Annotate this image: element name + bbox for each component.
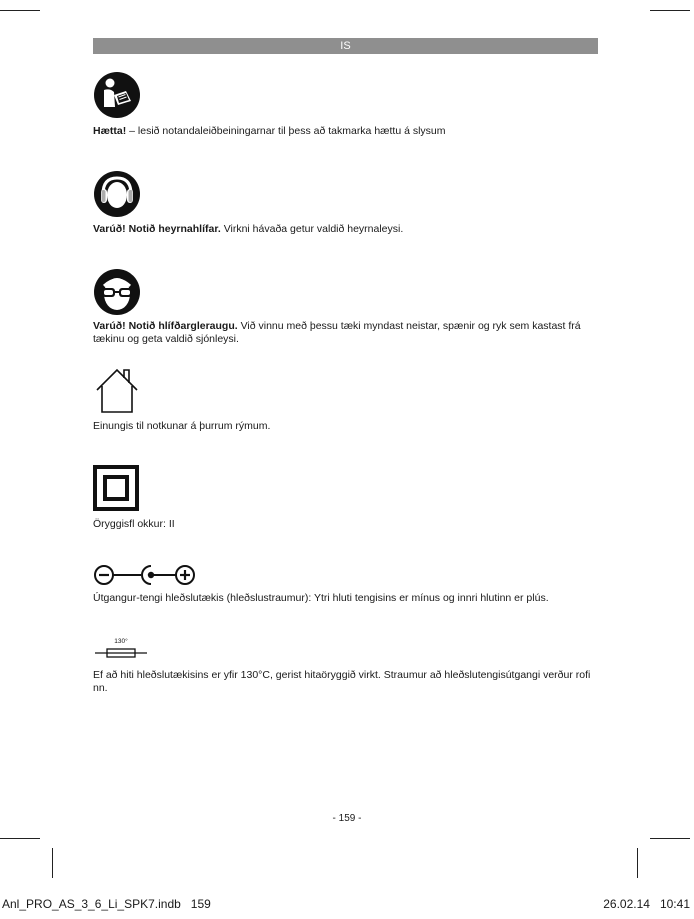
crop-mark-left-vertical xyxy=(52,848,53,878)
read-manual-icon xyxy=(93,71,141,119)
fuse-temperature-label: 130° xyxy=(114,638,128,645)
crop-mark-top-right xyxy=(650,10,690,11)
info-text: Útgangur-tengi hleðslutækis (hleðslustraumur): Ytri hluti tengisins er mínus og innri hlutinn er plús. xyxy=(93,592,549,604)
crop-mark-bottom-left xyxy=(0,838,40,839)
info-text: Öryggisfl okkur: II xyxy=(93,518,175,530)
thermal-fuse-icon xyxy=(93,636,149,662)
crop-mark-top-left xyxy=(0,10,40,11)
crop-mark-right-vertical xyxy=(637,848,638,878)
info-text: Einungis til notkunar á þurrum rýmum. xyxy=(93,420,271,432)
footer-datetime: 26.02.14 10:41 xyxy=(603,897,690,911)
language-header-bar: IS xyxy=(93,38,598,54)
item-polarity-text xyxy=(93,592,603,605)
warning-text: Virkni hávaða getur valdið heyrnaleysi. xyxy=(220,223,404,235)
warning-text: Við vinnu með þessu tæki myndast neistar, spænir og ryk sem kastast frá tækinu og geta valdið sjónleysi. xyxy=(93,320,581,345)
polarity-icon xyxy=(93,563,197,587)
item-thermal-fuse-text xyxy=(93,669,603,695)
indoor-use-house-icon xyxy=(93,366,141,414)
warning-bold: Hætta! xyxy=(93,125,127,137)
item-hearing-protection-text xyxy=(93,223,603,236)
item-eye-protection-text xyxy=(93,320,603,346)
footer-filename: Anl_PRO_AS_3_6_Li_SPK7.indb 159 xyxy=(2,897,211,911)
item-indoor-use-text xyxy=(93,420,603,433)
info-text: Ef að hiti hleðslutækisins er yfir 130°C, gerist hitaöryggið virkt. Straumur að hleðslutengisútgangi verður rofi nn. xyxy=(93,669,591,694)
warning-bold: Varúð! Notið heyrnahlífar. xyxy=(93,223,221,235)
protection-class-ii-icon xyxy=(93,465,139,511)
eye-protection-icon xyxy=(93,268,141,316)
warning-bold: Varúð! Notið hlífðargleraugu. xyxy=(93,320,238,332)
page-number: - 159 - xyxy=(332,813,362,824)
item-protection-class-text xyxy=(93,518,603,531)
warning-text: – lesið notandaleiðbeiningarnar til þess að takmarka hættu á slysum xyxy=(126,125,446,137)
crop-mark-bottom-right xyxy=(650,838,690,839)
hearing-protection-icon xyxy=(93,170,141,218)
item-read-manual-text xyxy=(93,125,603,138)
